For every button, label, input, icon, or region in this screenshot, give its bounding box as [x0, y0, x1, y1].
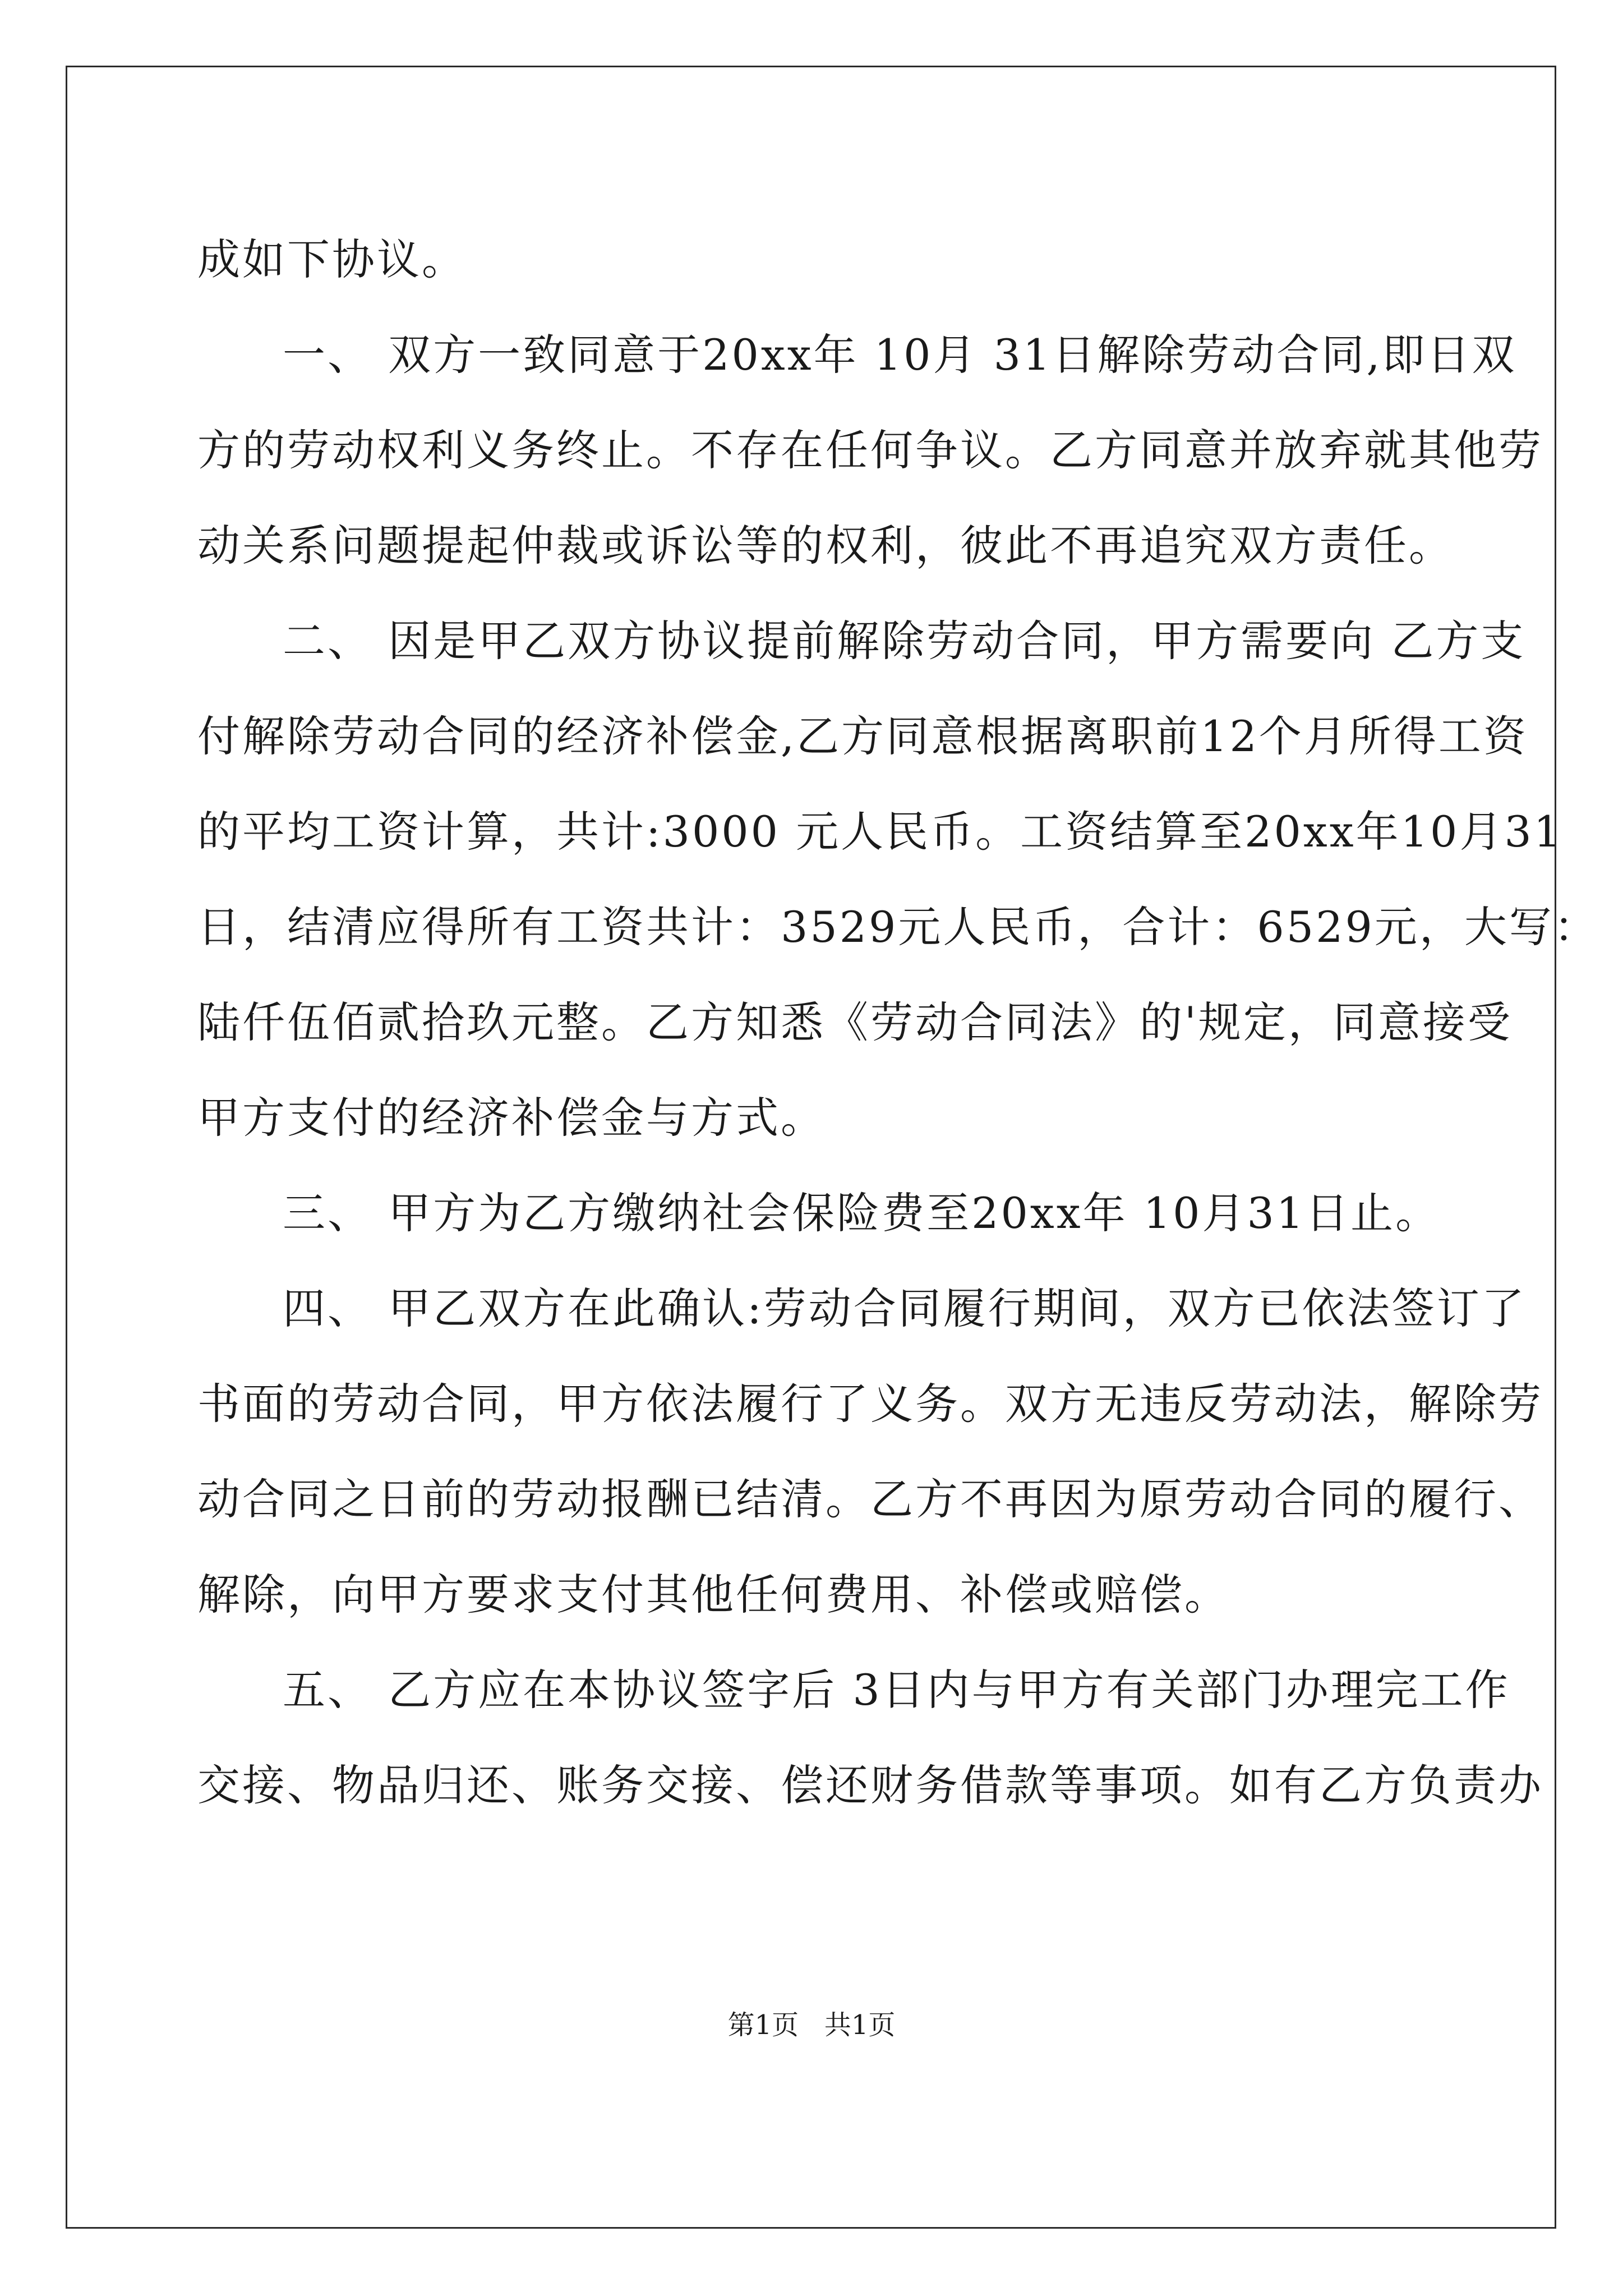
clause-4-line: 四、 甲乙双方在此确认:劳动合同履行期间，双方已依法签订了 [283, 1283, 1527, 1333]
text-line: 交接、物品归还、账务交接、偿还财务借款等事项。如有乙方负责办 [197, 1760, 1543, 1810]
clause-3-line: 三、 甲方为乙方缴纳社会保险费至20xx年 10月31日止。 [283, 1188, 1441, 1238]
text-line: 付解除劳动合同的经济补偿金,乙方同意根据离职前12个月所得工资 [197, 711, 1528, 761]
text-line: 成如下协议。 [197, 234, 467, 284]
text-line: 书面的劳动合同，甲方依法履行了义务。双方无违反劳动法，解除劳 [197, 1379, 1543, 1429]
clause-2-line: 二、 因是甲乙双方协议提前解除劳动合同，甲方需要向 乙方支 [283, 616, 1526, 666]
text-line: 甲方支付的经济补偿金与方式。 [197, 1093, 826, 1143]
text-line: 的平均工资计算，共计:3000 元人民币。工资结算至20xx年10月31 [197, 807, 1564, 857]
text-line: 方的劳动权利义务终止。不存在任何争议。乙方同意并放弃就其他劳 [197, 425, 1543, 475]
text-line: 动合同之日前的劳动报酬已结清。乙方不再因为原劳动合同的履行、 [197, 1474, 1543, 1524]
text-line: 解除，向甲方要求支付其他任何费用、补偿或赔偿。 [197, 1570, 1229, 1619]
clause-1-line: 一、 双方一致同意于20xx年 10月 31日解除劳动合同,即日双 [283, 330, 1517, 380]
page-number-footer: 第1页 共1页 [727, 2009, 896, 2041]
text-line: 陆仟伍佰贰拾玖元整。乙方知悉《劳动合同法》的'规定，同意接受 [197, 997, 1513, 1047]
text-line: 日，结清应得所有工资共计：3529元人民币，合计：6529元，大写： [197, 902, 1599, 952]
clause-5-line: 五、 乙方应在本协议签字后 3日内与甲方有关部门办理完工作 [283, 1665, 1510, 1715]
text-line: 动关系问题提起仲裁或诉讼等的权利，彼此不再追究双方责任。 [197, 521, 1454, 570]
document-body [197, 212, 1599, 1833]
